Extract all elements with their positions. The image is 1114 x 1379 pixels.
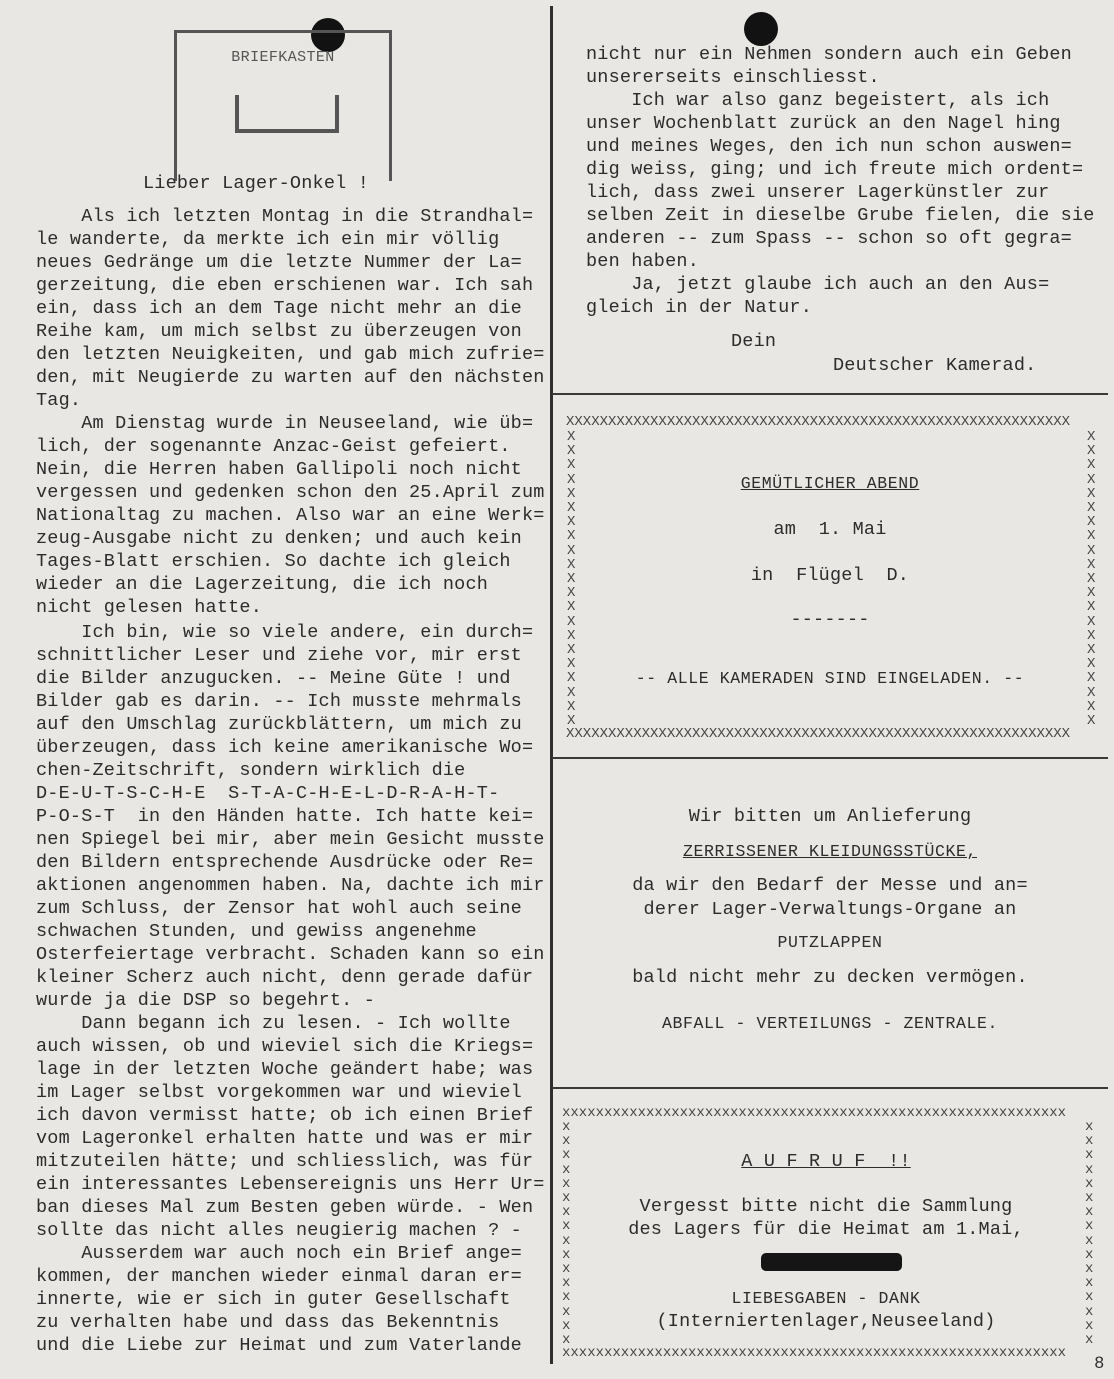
letter-line: schnittlicher Leser und ziehe vor, mir erst bbox=[36, 645, 522, 666]
letter-line: selben Zeit in dieselbe Grube fielen, die sie bbox=[586, 205, 1095, 226]
column-divider bbox=[550, 6, 553, 1364]
letter-line: nicht gelesen hatte. bbox=[36, 597, 263, 618]
briefkasten-letterbox-drawing bbox=[174, 30, 392, 181]
letter-line: schwachen Stunden, und gewiss angenehme bbox=[36, 921, 477, 942]
letter-line: lich, der sogenannte Anzac-Geist gefeiert. bbox=[36, 436, 511, 457]
notice-highlight: ZERRISSENER KLEIDUNGSSTÜCKE, bbox=[682, 842, 978, 861]
notice-line: da wir den Bedarf der Messe und an= bbox=[632, 875, 1028, 896]
x-border-bottom: xxxxxxxxxxxxxxxxxxxxxxxxxxxxxxxxxxxxxxxxxxxxxxxxxxxxxxxxxxxx bbox=[562, 1345, 1067, 1361]
notice-line: Wir bitten um Anlieferung bbox=[688, 806, 972, 827]
letter-line: sollte das nicht alles neugierig machen ? - bbox=[36, 1220, 522, 1241]
x-border-left: X X X X X X X X X X X X X X X X X X X X X bbox=[567, 430, 576, 726]
letter-line: innerte, wie er sich in guter Gesellschaft bbox=[36, 1289, 511, 1310]
letter-line: unser Wochenblatt zurück an den Nagel hing bbox=[586, 113, 1061, 134]
section-divider bbox=[552, 393, 1108, 395]
x-border-left: x x x x x x x x x x x x x x x x bbox=[562, 1120, 571, 1344]
letter-line: kleiner Scherz auch nicht, denn gerade dafür bbox=[36, 967, 534, 988]
letter-line: vergessen und gedenken schon den 25.April zum bbox=[36, 482, 545, 503]
letter-line: neues Gedränge um die letzte Nummer der La= bbox=[36, 252, 522, 273]
letter-line: Ausserdem war auch noch ein Brief ange= bbox=[36, 1243, 522, 1264]
page-number: 8 bbox=[1094, 1353, 1104, 1372]
letter-line: nen Spiegel bei mir, aber mein Gesicht musste bbox=[36, 829, 545, 850]
letter-line: Tages-Blatt erschien. So dachte ich gleich bbox=[36, 551, 511, 572]
letter-line: Nationaltag zu machen. Also war an eine Werk= bbox=[36, 505, 545, 526]
letter-line: ich davon vermisst hatte; ob ich einen Brief bbox=[36, 1105, 534, 1126]
letter-line: gleich in der Natur. bbox=[586, 297, 813, 318]
letter-line: Am Dienstag wurde in Neuseeland, wie üb= bbox=[36, 413, 534, 434]
letter-line: wurde ja die DSP so begehrt. - bbox=[36, 990, 376, 1011]
letter-line: aktionen angenommen haben. Na, dachte ich mir bbox=[36, 875, 545, 896]
letter-line: zu verhalten habe und dass das Bekenntnis bbox=[36, 1312, 500, 1333]
briefkasten-title: BRIEFKASTEN bbox=[231, 49, 335, 66]
letter-line: auf den Umschlag zurückblättern, um mich zu bbox=[36, 714, 522, 735]
letter-line: ban dieses Mal zum Besten geben würde. - Wen bbox=[36, 1197, 534, 1218]
x-border-top: xxxxxxxxxxxxxxxxxxxxxxxxxxxxxxxxxxxxxxxxxxxxxxxxxxxxxxxxxxxx bbox=[562, 1105, 1067, 1121]
evening-title: GEMÜTLICHER ABEND bbox=[740, 474, 920, 493]
letter-line: Ja, jetzt glaube ich auch an den Aus= bbox=[586, 274, 1050, 295]
notice-line: derer Lager-Verwaltungs-Organe an bbox=[643, 899, 1017, 920]
letter-line: le wanderte, da merkte ich ein mir völlig bbox=[36, 229, 500, 250]
letter-line: Als ich letzten Montag in die Strandhal= bbox=[36, 206, 534, 227]
evening-place: in Flügel D. bbox=[750, 565, 910, 586]
appeal-line: des Lagers für die Heimat am 1.Mai, bbox=[628, 1219, 1024, 1240]
letter-line: Tag. bbox=[36, 390, 82, 411]
letter-line: gerzeitung, die eben erschienen war. Ich sah bbox=[36, 275, 534, 296]
punch-hole-right bbox=[744, 12, 778, 46]
letter-line: lich, dass zwei unserer Lagerkünstler zur bbox=[586, 182, 1050, 203]
letter-line: zum Schluss, der Zensor hat wohl auch seine bbox=[36, 898, 522, 919]
letter-line: D-E-U-T-S-C-H-E S-T-A-C-H-E-L-D-R-A-H-T- bbox=[36, 783, 500, 804]
letter-line: Nein, die Herren haben Gallipoli noch nicht bbox=[36, 459, 522, 480]
letter-salutation: Lieber Lager-Onkel ! bbox=[143, 173, 370, 194]
x-border-bottom: XXXXXXXXXXXXXXXXXXXXXXXXXXXXXXXXXXXXXXXXXXXXXXXXXXXXXXXXXXXX bbox=[566, 726, 1071, 742]
letter-line: ein interessantes Lebensereignis uns Herr Ur= bbox=[36, 1174, 545, 1195]
letter-line: Bilder gab es darin. -- Ich musste mehrmals bbox=[36, 691, 522, 712]
letter-line: chen-Zeitschrift, sondern wirklich die bbox=[36, 760, 466, 781]
letter-line: den letzten Neuigkeiten, und gab mich zufrie= bbox=[36, 344, 545, 365]
evening-invite: -- ALLE KAMERADEN SIND EINGELADEN. -- bbox=[635, 669, 1025, 688]
appeal-line: LIEBESGABEN - DANK bbox=[731, 1289, 921, 1308]
letter-line: zeug-Ausgabe nicht zu denken; und auch kein bbox=[36, 528, 522, 549]
letter-line: vom Lageronkel erhalten hatte und was er mir bbox=[36, 1128, 534, 1149]
letter-line: ein, dass ich an dem Tage nicht mehr an die bbox=[36, 298, 522, 319]
notice-highlight: PUTZLAPPEN bbox=[777, 933, 883, 952]
letter-closing: Dein bbox=[731, 331, 777, 352]
appeal-line: (Interniertenlager,Neuseeland) bbox=[656, 1311, 996, 1332]
letter-line: kommen, der manchen wieder einmal daran er= bbox=[36, 1266, 522, 1287]
letter-line: Reihe kam, um mich selbst zu überzeugen von bbox=[36, 321, 522, 342]
letter-line: wieder an die Lagerzeitung, die ich noch bbox=[36, 574, 489, 595]
letter-line: Ich bin, wie so viele andere, ein durch= bbox=[36, 622, 534, 643]
letter-line: ben haben. bbox=[586, 251, 700, 272]
letter-line: und meines Weges, den ich nun schon auswen= bbox=[586, 136, 1072, 157]
letter-line: die Bilder anzugucken. -- Meine Güte ! und bbox=[36, 668, 511, 689]
appeal-line: Vergesst bitte nicht die Sammlung bbox=[639, 1196, 1013, 1217]
letter-line: mitzuteilen hätte; und schliesslich, was für bbox=[36, 1151, 534, 1172]
appeal-title: A U F R U F !! bbox=[741, 1151, 911, 1172]
letter-line: den Bildern entsprechende Ausdrücke oder Re= bbox=[36, 852, 534, 873]
letter-line: Dann begann ich zu lesen. - Ich wollte bbox=[36, 1013, 511, 1034]
letter-line: anderen -- zum Spass -- schon so oft gegra= bbox=[586, 228, 1072, 249]
letterbox-slot bbox=[235, 95, 339, 133]
letter-line: P-O-S-T in den Händen hatte. Ich hatte kei= bbox=[36, 806, 534, 827]
notice-sender: ABFALL - VERTEILUNGS - ZENTRALE. bbox=[661, 1014, 999, 1033]
censor-redaction bbox=[761, 1253, 902, 1271]
letter-line: nicht nur ein Nehmen sondern auch ein Geben bbox=[586, 44, 1072, 65]
letter-line: lage in der letzten Woche geändert habe; was bbox=[36, 1059, 534, 1080]
section-divider bbox=[552, 757, 1108, 759]
letter-line: und die Liebe zur Heimat und zum Vaterlande bbox=[36, 1335, 522, 1356]
letter-line: Osterfeiertage verbracht. Schaden kann so ein bbox=[36, 944, 545, 965]
letter-line: den, mit Neugierde zu warten auf den nächsten bbox=[36, 367, 545, 388]
section-divider bbox=[552, 1087, 1108, 1089]
evening-date: am 1. Mai bbox=[773, 519, 887, 540]
x-border-right: X X X X X X X X X X X X X X X X X X X X X bbox=[1087, 430, 1096, 726]
letter-line: dig weiss, ging; und ich freute mich ordent= bbox=[586, 159, 1084, 180]
letter-line: im Lager selbst vorgekommen war und wieviel bbox=[36, 1082, 522, 1103]
letter-signature: Deutscher Kamerad. bbox=[833, 355, 1037, 376]
notice-line: bald nicht mehr zu decken vermögen. bbox=[632, 967, 1028, 988]
x-border-right: x x x x x x x x x x x x x x x x bbox=[1085, 1120, 1094, 1344]
letter-line: auch wissen, ob und wieviel sich die Kriegs= bbox=[36, 1036, 534, 1057]
letter-line: unsererseits einschliesst. bbox=[586, 67, 880, 88]
letter-line: überzeugen, dass ich keine amerikanische Wo= bbox=[36, 737, 534, 758]
x-border-top: XXXXXXXXXXXXXXXXXXXXXXXXXXXXXXXXXXXXXXXXXXXXXXXXXXXXXXXXXXXX bbox=[566, 414, 1071, 430]
evening-rule: ------- bbox=[790, 609, 870, 630]
letter-line: Ich war also ganz begeistert, als ich bbox=[586, 90, 1050, 111]
